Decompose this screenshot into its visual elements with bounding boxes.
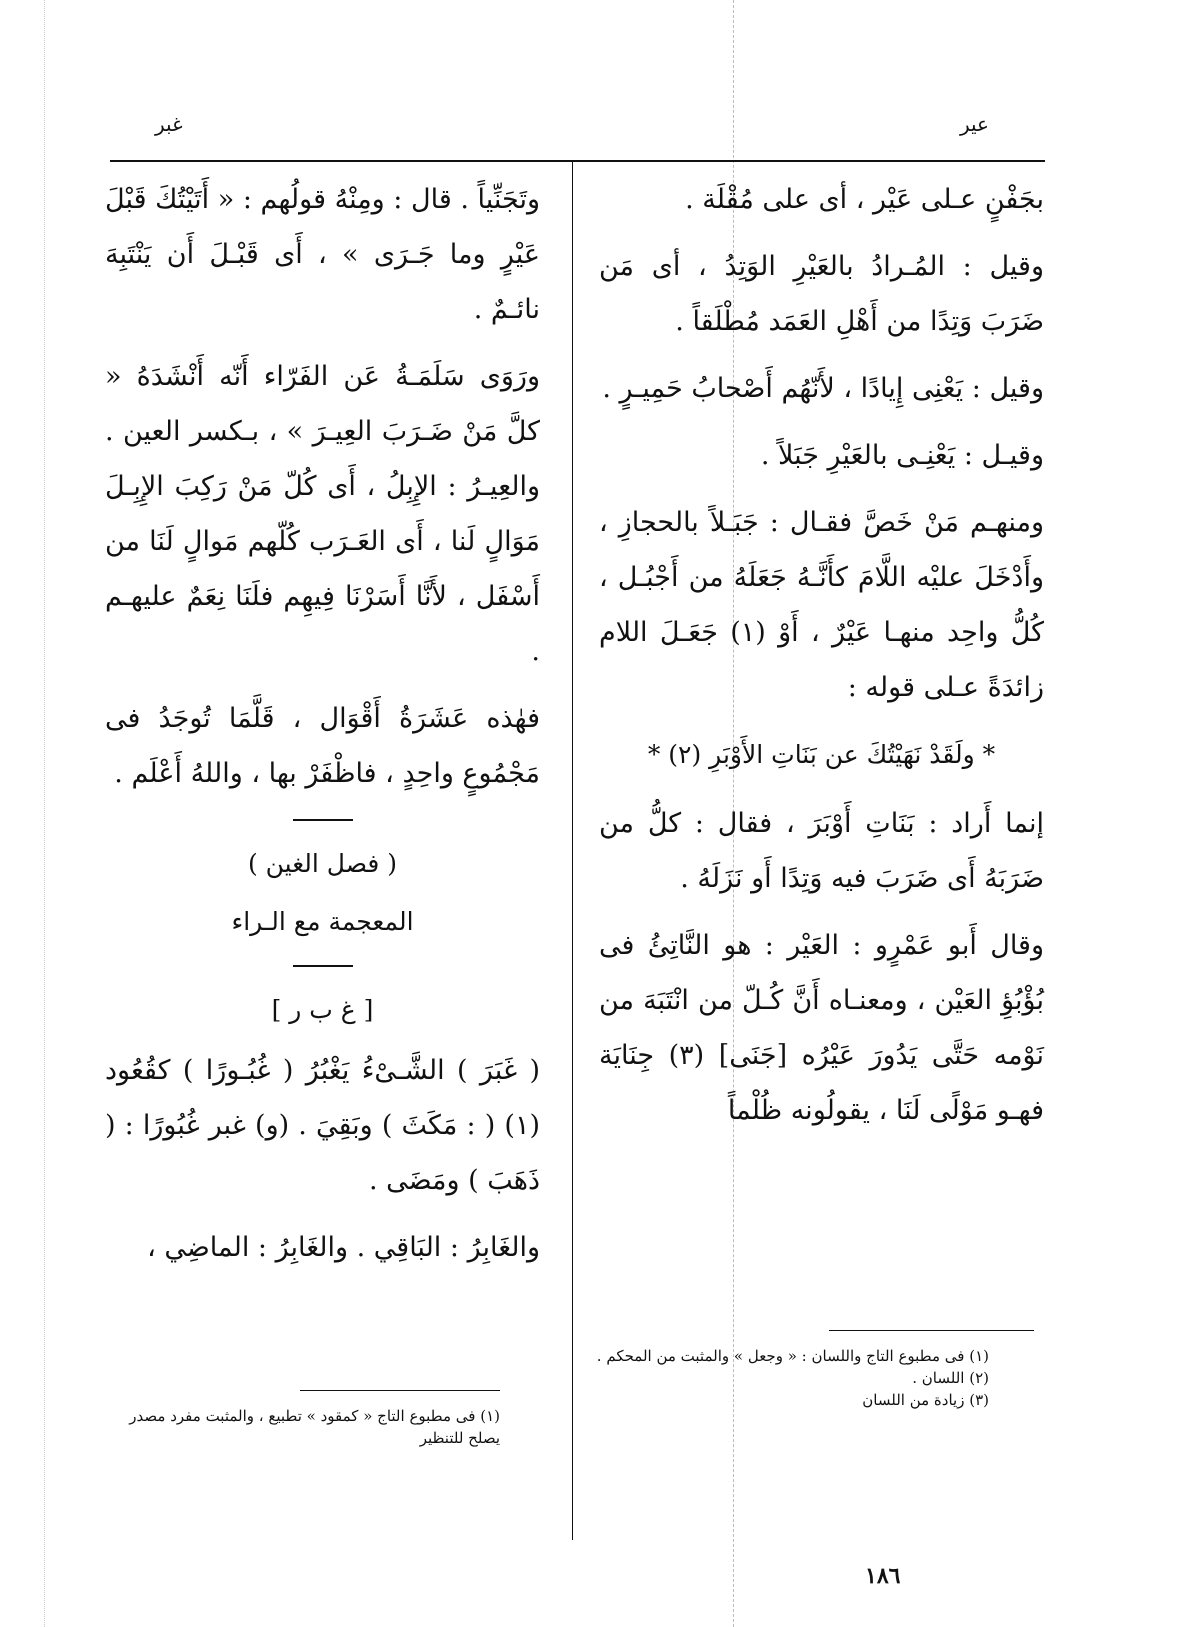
- paragraph: وقيـل : يَعْنِـى بالعَيْرِ جَبَلاً .: [760, 440, 1044, 471]
- header-rule: [110, 160, 1045, 162]
- verse-quote: * ولَقَدْ نَهَيْتُكَ عن بَنَاتِ الأَوْبَرِ (٢) *: [647, 740, 996, 769]
- running-header-right: عير: [959, 112, 989, 136]
- page-number: ١٨٦: [865, 1563, 901, 1589]
- running-header-left: غبر: [155, 112, 183, 136]
- paragraph: ورَوَى سَلَمَـةُ عَن الفَرّاء أَنّه أَنْشَدَهُ « كلَّ مَنْ ضَـرَبَ العِيـرَ » ، بـكسر العين . والعِيـرُ : الإِبِلُ ، أَى كُلّ مَنْ رَكِبَ الإِبِـلَ مَوَالٍ لَنا ، أَى العَـرَب كُلّهم مَوالٍ لَنَا من أَسْفَل ، لأَنَّا أَسَرْنَا فِيهِم فلَنَا نِعَمٌ عليهـم .: [105, 361, 540, 667]
- footnote: (١) فى مطبوع التاج « كمقود » تطبيع ، والمثبت مفرد مصدر يصلح للتنظير: [129, 1407, 500, 1447]
- right-column: [599, 172, 1044, 1150]
- footnote: (١) فى مطبوع التاج واللسان : « وجعل » والمثبت من المحكم .: [596, 1347, 989, 1365]
- section-subtitle: المعجمة مع الـراء: [231, 907, 414, 936]
- paragraph: وقال أَبو عَمْرٍو : العَيْر : هو النَّاتِئُ فى بُؤْبُؤِ العَيْن ، ومعنـاه أَنَّ كُـلّ من انْتَبَهَ من نَوْمه حَتَّى يَدُورَ عَيْرُه [جَنَى] (٣) جِنَايَة فهـو مَوْلًى لَنَا ، يقولُونه ظُلْماً: [599, 930, 1045, 1126]
- paragraph: وقيل : المُـرادُ بالعَيْرِ الوَتِدُ ، أى مَن ضَرَبَ وَتِدًا من أَهْلِ العَمَد مُطْلَقاً .: [599, 251, 1044, 337]
- section-divider: [293, 819, 353, 821]
- left-column: [105, 172, 540, 1287]
- section-title: ( فصل الغين ): [247, 849, 398, 878]
- footnote: (٢) اللسان .: [912, 1369, 989, 1387]
- paragraph: فهٰذه عَشَرَةُ أَقْوَال ، قَلَّمَا تُوجَدُ فى مَجْمُوعٍ واحِدٍ ، فاظْفَرْ بها ، واللهُ أَعْلَم .: [105, 703, 540, 789]
- paragraph: وقيل : يَعْنِى إِيادًا ، لأَنّهُم أَصْحابُ حَمِيـرٍ .: [602, 373, 1044, 404]
- paragraph: وتَجَنِّياً . قال : ومِنْهُ قولُهم : « أَتَيْتُكَ قَبْلَ عَيْرٍ وما جَـرَى » ، أَى قَبْـلَ أَن يَنْتَبِهَ نائـمٌ .: [105, 184, 540, 325]
- footnotes-left: [100, 1405, 500, 1449]
- footnote-rule-left: [300, 1390, 500, 1391]
- paragraph: والغَابِرُ : البَاقِي . والغَابِرُ : الماضِي ،: [147, 1232, 540, 1263]
- paragraph: ومنهـم مَنْ خَصَّ فقـال : جَبَـلاً بالحجازِ ، وأَدْخَلَ عليْه اللَّامَ كأَنَّـهُ جَعَلَهُ من أَجْبُـل ، كُلُّ واحِد منهـا عَيْرٌ ، أَوْ (١) جَعَـلَ اللام زائدَةً عـلى قوله :: [599, 507, 1044, 703]
- paragraph: إنما أَراد : بَنَاتِ أَوْبَرَ ، فقال : كلُّ من ضَرَبَهُ أَى ضَرَبَ فيه وَتِدًا أَو نَزَلَهُ .: [599, 808, 1044, 894]
- footnote-rule-right: [829, 1330, 1034, 1331]
- column-divider: [572, 160, 573, 1540]
- root-heading: [ غ ب ر ]: [271, 995, 374, 1024]
- footnotes-right: [589, 1345, 989, 1411]
- footnote: (٣) زيادة من اللسان: [862, 1391, 989, 1409]
- section-divider: [293, 965, 353, 967]
- paragraph: بجَفْنٍ عـلى عَيْر ، أى على مُقْلَة .: [685, 184, 1044, 215]
- page-edge-dots: [44, 0, 45, 1627]
- paragraph: ( غَبَرَ ) الشَّـىْءُ يَغْبُرُ ( غُبُـورًا ) كقُعُود (١) ( : مَكَثَ ) وبَقِيَ . (و) غبر غُبُورًا : ( ذَهَبَ ) ومَضَى .: [105, 1055, 540, 1196]
